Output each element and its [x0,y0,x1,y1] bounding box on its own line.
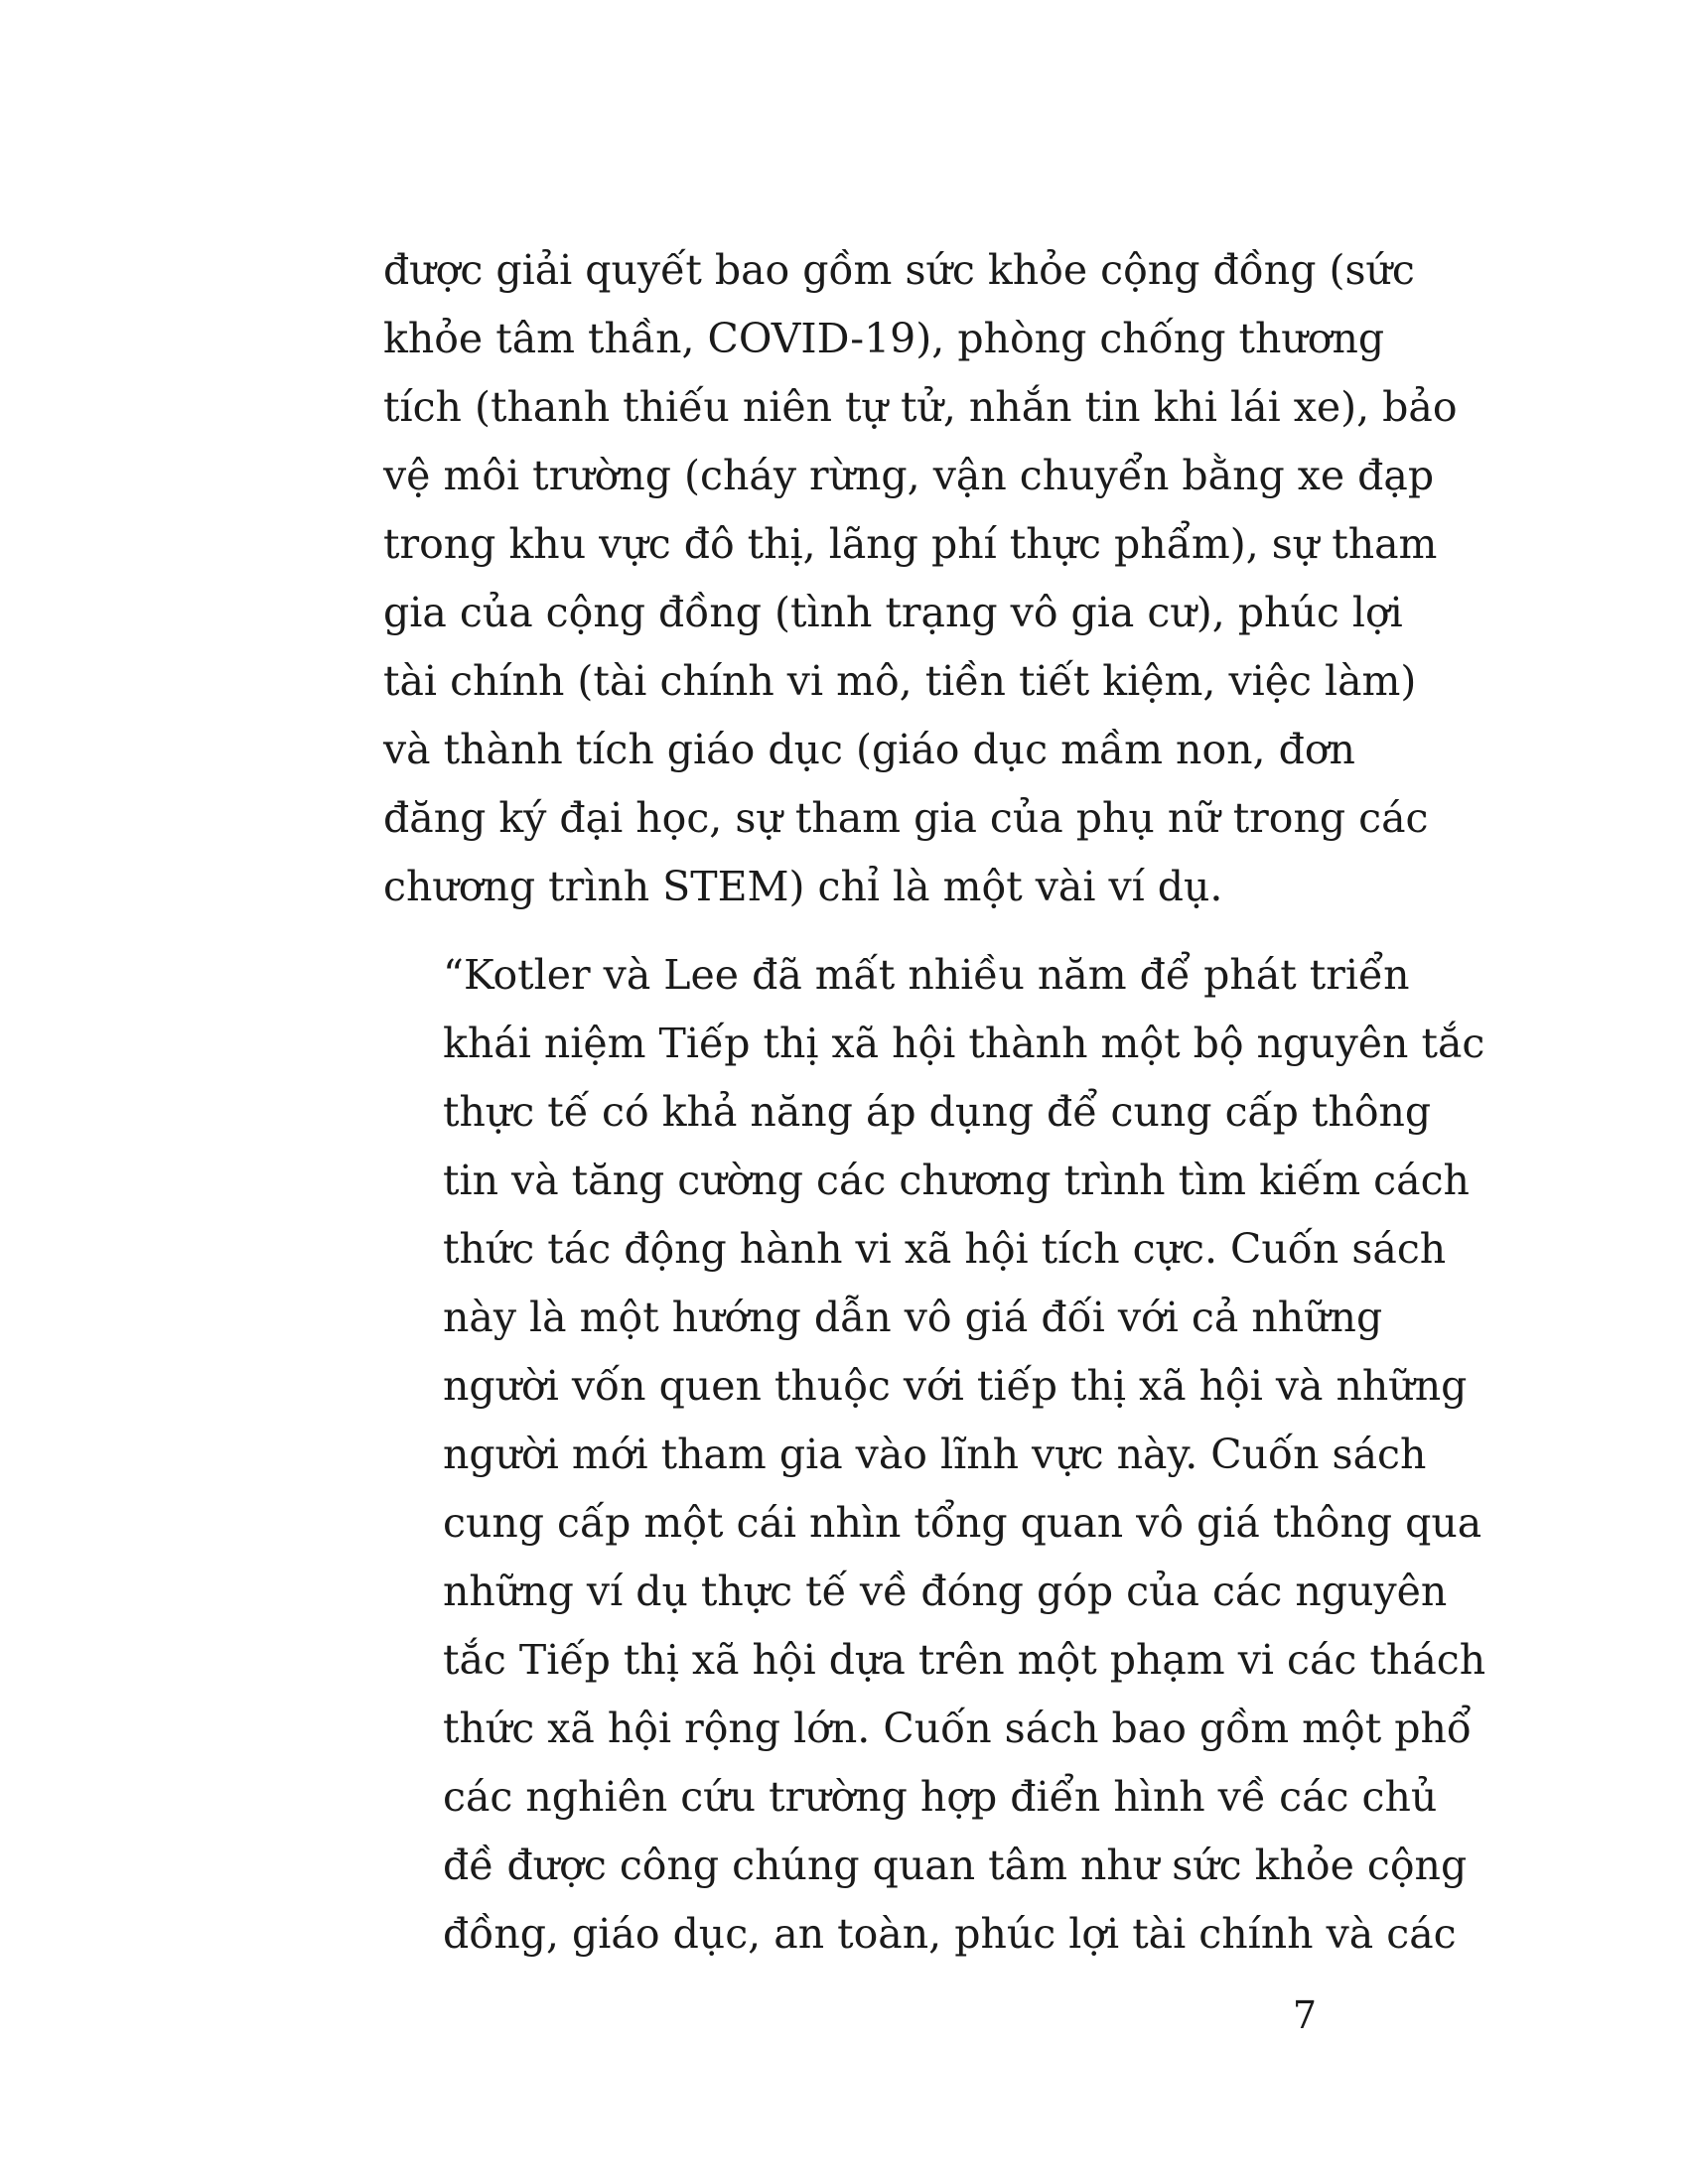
text-line: người mới tham gia vào lĩnh vực này. Cuốn sách [443,1431,1427,1478]
text-line: tích (thanh thiếu niên tự tử, nhắn tin khi lái xe), bảo [383,383,1458,431]
body-text [383,236,1486,1969]
paragraph-1 [383,236,1458,921]
text-line: những ví dụ thực tế về đóng góp của các nguyên [443,1568,1448,1615]
text-line: được giải quyết bao gồm sức khỏe cộng đồng (sức [383,246,1415,294]
text-line: chương trình STEM) chỉ là một vài ví dụ. [383,863,1223,910]
text-line: “Kotler và Lee đã mất nhiều năm để phát triển [443,951,1410,999]
paragraph-2 [383,941,1486,1969]
text-line: này là một hướng dẫn vô giá đối với cả những [443,1294,1383,1341]
text-line: cung cấp một cái nhìn tổng quan vô giá thông qua [443,1499,1482,1547]
text-line: tài chính (tài chính vi mô, tiền tiết kiệm, việc làm) [383,657,1417,705]
text-line: đồng, giáo dục, an toàn, phúc lợi tài chính và các [443,1910,1457,1958]
text-line: thức xã hội rộng lớn. Cuốn sách bao gồm một phổ [443,1705,1472,1752]
text-line: gia của cộng đồng (tình trạng vô gia cư), phúc lợi [383,589,1403,636]
text-line: và thành tích giáo dục (giáo dục mầm non, đơn [383,726,1355,773]
text-line: thực tế có khả năng áp dụng để cung cấp thông [443,1088,1432,1136]
text-line: các nghiên cứu trường hợp điển hình về các chủ [443,1773,1438,1821]
text-line: vệ môi trường (cháy rừng, vận chuyển bằng xe đạp [383,452,1435,499]
text-line: khỏe tâm thần, COVID-19), phòng chống thương [383,315,1385,362]
text-line: thức tác động hành vi xã hội tích cực. Cuốn sách [443,1225,1447,1273]
text-line: đăng ký đại học, sự tham gia của phụ nữ trong các [383,794,1429,842]
text-line: đề được công chúng quan tâm như sức khỏe cộng [443,1842,1468,1889]
text-line: trong khu vực đô thị, lãng phí thực phẩm), sự tham [383,520,1438,568]
text-line: tắc Tiếp thị xã hội dựa trên một phạm vi các thách [443,1636,1486,1684]
text-line: người vốn quen thuộc với tiếp thị xã hội và những [443,1362,1468,1410]
text-line: tin và tăng cường các chương trình tìm kiếm cách [443,1157,1470,1204]
page-number: 7 [1292,1993,1317,2037]
text-line: khái niệm Tiếp thị xã hội thành một bộ nguyên tắc [443,1020,1485,1067]
